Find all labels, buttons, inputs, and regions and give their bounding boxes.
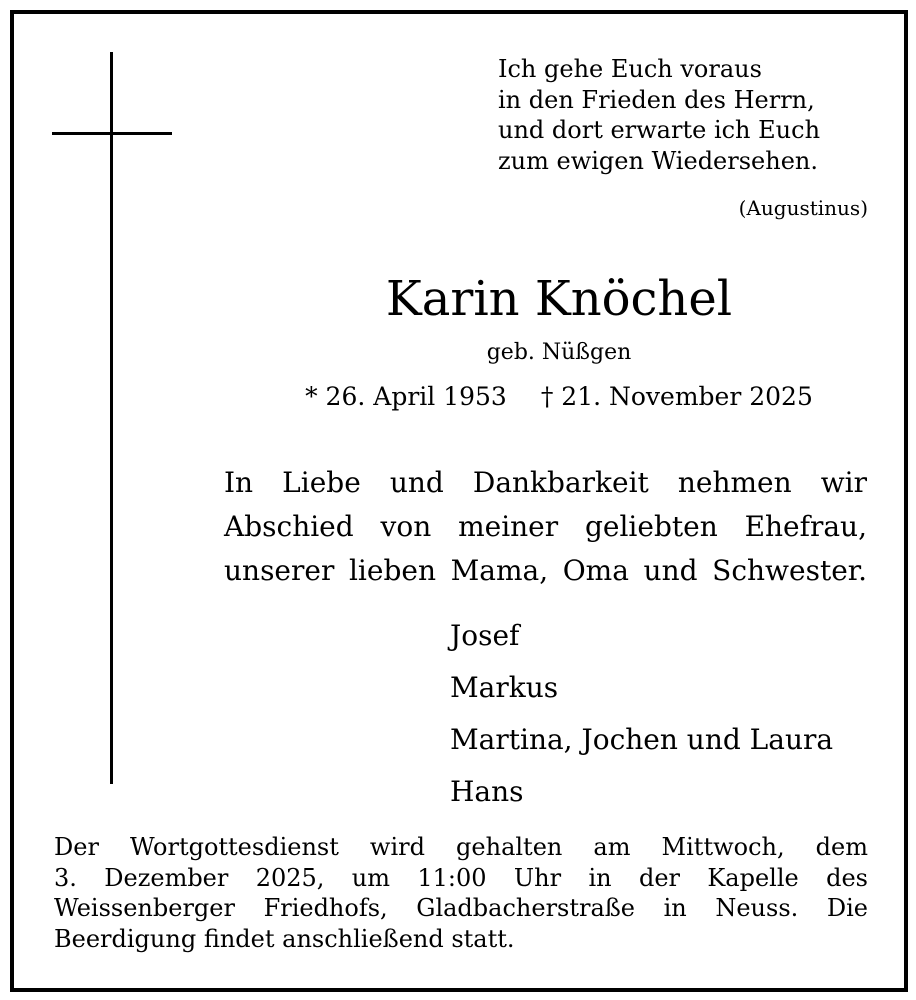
mourner-name: Josef [450, 619, 520, 652]
life-dates [214, 382, 904, 411]
obituary-frame [10, 10, 908, 992]
mourner-name: Martina, Jochen und Laura [450, 723, 834, 756]
service-notice [54, 832, 868, 954]
motto-attribution: (Augustinus) [738, 196, 868, 220]
deceased-name: Karin Knöchel [385, 271, 733, 327]
service-line: Der Wortgottesdienst wird gehalten am Mittwoch, dem [54, 833, 868, 861]
motto-line: und dort erwarte ich Euch [498, 116, 821, 144]
cross-horizontal-bar [52, 132, 172, 135]
birth-date: * 26. April 1953 [305, 382, 507, 411]
dedication-text [224, 461, 867, 593]
dedication-line: In Liebe und Dankbarkeit nehmen wir [224, 466, 867, 499]
motto-line: in den Frieden des Herrn, [498, 85, 815, 114]
dedication-line: Abschied von meiner geliebten Ehefrau, [224, 510, 867, 543]
motto-line: zum ewigen Wiedersehen. [498, 146, 818, 175]
service-line: Beerdigung findet anschließend statt. [54, 924, 515, 953]
death-date: † 21. November 2025 [540, 382, 813, 411]
service-line: 3. Dezember 2025, um 11:00 Uhr in der Kapelle des [54, 863, 868, 892]
mourners-list [450, 610, 833, 818]
maiden-name: geb. Nüßgen [486, 340, 632, 365]
cross-vertical-bar [110, 52, 113, 784]
service-line: Weissenberger Friedhofs, Gladbacherstraße in Neuss. Die [54, 894, 868, 922]
motto-quote [498, 54, 878, 176]
mourner-name: Hans [450, 775, 524, 808]
mourner-name: Markus [450, 671, 559, 704]
motto-line: Ich gehe Euch voraus [498, 55, 762, 83]
dedication-line: unserer lieben Mama, Oma und Schwester. [224, 554, 867, 587]
